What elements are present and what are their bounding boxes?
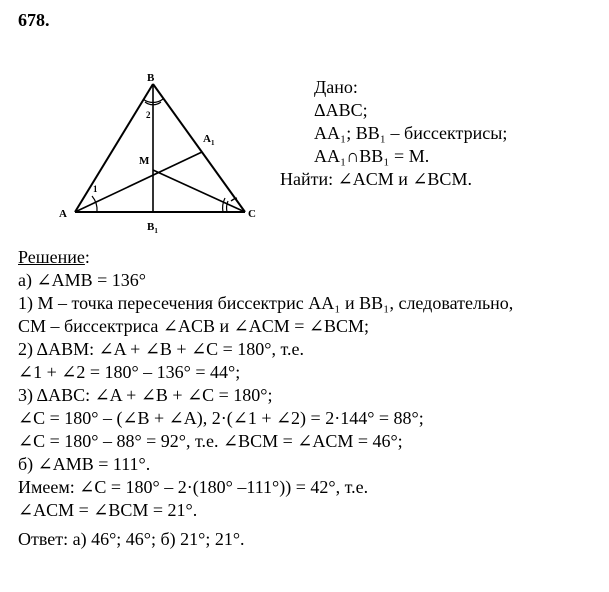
solution-line: ∠C = 180° – 88° = 92°, т.е. ∠BCM = ∠ACM = 46°; [18,431,403,451]
label-angle-2: 2 [146,110,151,120]
solution-line: CM – биссектриса ∠ACB и ∠ACM = ∠BCM; [18,316,369,336]
solution-line: ∠1 + ∠2 = 180° – 136° = 44°; [18,362,241,382]
solution-heading-colon: : [84,247,90,267]
label-a1: $A_1$ [203,133,215,147]
solution-line: 3) ΔABC: ∠A + ∠B + ∠C = 180°; [18,385,273,405]
solution-block [18,246,603,551]
label-m: M [139,155,150,167]
label-angle-1: 1 [93,184,98,194]
solution-line: ∠C = 180° – (∠B + ∠A), 2·(∠1 + ∠2) = 2·144° = 88°; [18,408,424,428]
solution-heading: Решение [18,247,85,267]
find-line: Найти: ∠ACM и ∠BCM. [280,169,472,189]
label-b1: $B_1$ [147,221,158,235]
solution-line: 1) M – точка пересечения биссектрис AA₁ и BB₁, следовательно, [18,293,514,313]
solution-line: ∠ACM = ∠BCM = 21°. [18,500,198,520]
solution-line: б) ∠AMB = 111°. [18,454,151,474]
solution-line: а) ∠AMB = 136° [18,270,146,290]
label-a: A [59,208,67,220]
given-line-3: AA₁∩BB₁ = M. [314,146,430,166]
triangle-figure [55,70,275,235]
solution-heading-row [18,246,603,269]
given-title: Дано: [314,77,358,97]
solution-line: 2) ΔABM: ∠A + ∠B + ∠C = 180°, т.е. [18,339,305,359]
side-bc [153,84,245,212]
segment-cm [153,170,245,212]
label-c: C [248,208,256,220]
label-b: B [147,72,155,84]
given-line-2: AA₁; BB₁ – биссектрисы; [314,123,508,143]
given-block [280,76,507,191]
solution-line: Имеем: ∠C = 180° – 2·(180° –111°)) = 42°, т.е. [18,477,369,497]
problem-number: 678. [18,10,50,30]
answer-line: Ответ: а) 46°; 46°; б) 21°; 21°. [18,529,245,549]
given-line-1: ΔABC; [314,100,368,120]
angle-arc-c-2 [227,201,228,212]
angle-arc-c-1 [223,198,225,212]
